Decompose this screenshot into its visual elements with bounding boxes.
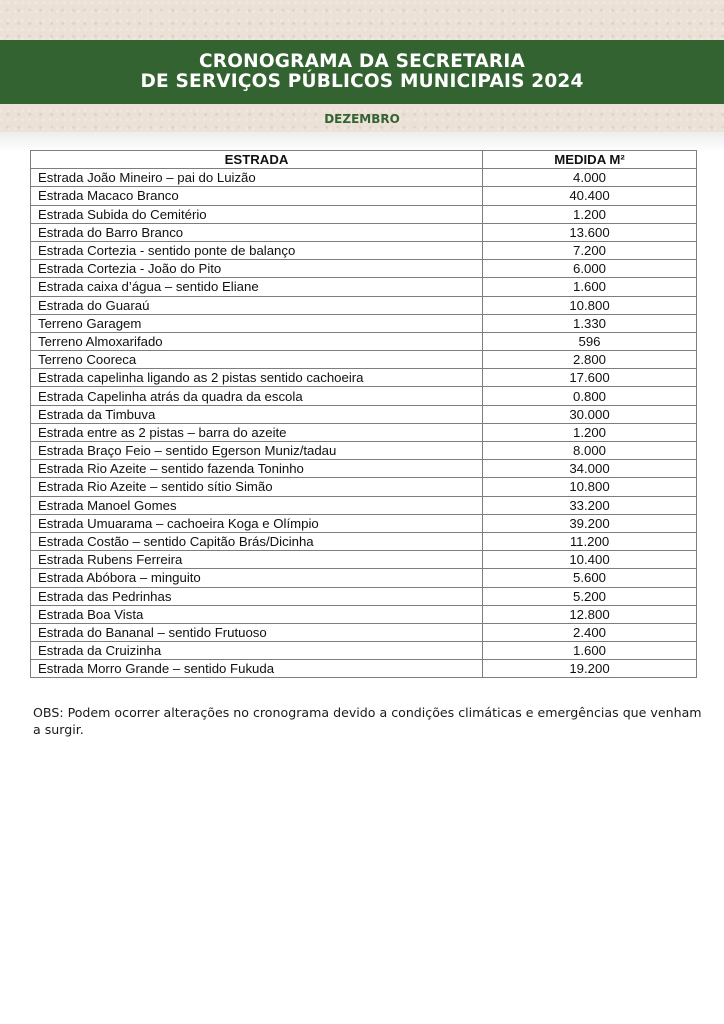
area-value-cell: 17.600: [483, 369, 697, 387]
road-name-cell: Estrada Abóbora – minguito: [31, 569, 483, 587]
area-value-cell: 30.000: [483, 405, 697, 423]
table-row: [31, 442, 697, 460]
table-row: [31, 369, 697, 387]
table-row: [31, 205, 697, 223]
road-name-cell: Estrada da Timbuva: [31, 405, 483, 423]
area-value-cell: 596: [483, 332, 697, 350]
area-value-cell: 0.800: [483, 387, 697, 405]
area-value-cell: 19.200: [483, 660, 697, 678]
observation-note: OBS: Podem ocorrer alterações no cronograma devido a condições climáticas e emergências que venham a surgir.: [33, 705, 702, 737]
area-value-cell: 7.200: [483, 241, 697, 259]
road-name-cell: Estrada das Pedrinhas: [31, 587, 483, 605]
title-line-1: CRONOGRAMA DA SECRETARIA: [199, 51, 525, 72]
table-row: [31, 532, 697, 550]
area-value-cell: 10.800: [483, 296, 697, 314]
table-row: [31, 642, 697, 660]
table-row: [31, 314, 697, 332]
road-name-cell: Estrada Macaco Branco: [31, 187, 483, 205]
road-name-cell: Estrada Cortezia - João do Pito: [31, 260, 483, 278]
road-name-cell: Estrada da Cruizinha: [31, 642, 483, 660]
road-name-cell: Estrada Subida do Cemitério: [31, 205, 483, 223]
road-name-cell: Estrada caixa d’água – sentido Eliane: [31, 278, 483, 296]
area-value-cell: 1.600: [483, 278, 697, 296]
area-value-cell: 6.000: [483, 260, 697, 278]
month-label: DEZEMBRO: [324, 112, 400, 126]
area-value-cell: 1.200: [483, 423, 697, 441]
road-name-cell: Terreno Almoxarifado: [31, 332, 483, 350]
header-shadow: [0, 132, 724, 152]
area-value-cell: 13.600: [483, 223, 697, 241]
road-name-cell: Terreno Cooreca: [31, 351, 483, 369]
road-name-cell: Estrada Morro Grande – sentido Fukuda: [31, 660, 483, 678]
table-header-row: [31, 151, 697, 169]
road-name-cell: Estrada do Guaraú: [31, 296, 483, 314]
table-row: [31, 460, 697, 478]
table-row: [31, 605, 697, 623]
area-value-cell: 34.000: [483, 460, 697, 478]
table-row: [31, 260, 697, 278]
title-line-2: DE SERVIÇOS PÚBLICOS MUNICIPAIS 2024: [140, 71, 584, 92]
table-row: [31, 514, 697, 532]
road-name-cell: Estrada Rubens Ferreira: [31, 551, 483, 569]
area-value-cell: 8.000: [483, 442, 697, 460]
road-name-cell: Estrada do Barro Branco: [31, 223, 483, 241]
column-header-road: ESTRADA: [31, 151, 483, 169]
area-value-cell: 33.200: [483, 496, 697, 514]
road-name-cell: Estrada Boa Vista: [31, 605, 483, 623]
road-name-cell: Estrada Costão – sentido Capitão Brás/Dicinha: [31, 532, 483, 550]
table-row: [31, 623, 697, 641]
road-name-cell: Estrada Rio Azeite – sentido fazenda Toninho: [31, 460, 483, 478]
title-banner: [0, 40, 724, 104]
area-value-cell: 1.600: [483, 642, 697, 660]
table-row: [31, 551, 697, 569]
road-name-cell: Estrada Cortezia - sentido ponte de balanço: [31, 241, 483, 259]
road-name-cell: Terreno Garagem: [31, 314, 483, 332]
table-row: [31, 187, 697, 205]
road-name-cell: Estrada Rio Azeite – sentido sítio Simão: [31, 478, 483, 496]
table-row: [31, 569, 697, 587]
table-row: [31, 332, 697, 350]
road-name-cell: Estrada do Bananal – sentido Frutuoso: [31, 623, 483, 641]
road-name-cell: Estrada capelinha ligando as 2 pistas sentido cachoeira: [31, 369, 483, 387]
area-value-cell: 1.200: [483, 205, 697, 223]
table-row: [31, 169, 697, 187]
road-name-cell: Estrada Umuarama – cachoeira Koga e Olímpio: [31, 514, 483, 532]
area-value-cell: 10.400: [483, 551, 697, 569]
area-value-cell: 40.400: [483, 187, 697, 205]
table-row: [31, 496, 697, 514]
area-value-cell: 11.200: [483, 532, 697, 550]
road-name-cell: Estrada Manoel Gomes: [31, 496, 483, 514]
table-row: [31, 660, 697, 678]
area-value-cell: 4.000: [483, 169, 697, 187]
table-row: [31, 296, 697, 314]
table-body: [31, 169, 697, 678]
area-value-cell: 39.200: [483, 514, 697, 532]
area-value-cell: 5.200: [483, 587, 697, 605]
area-value-cell: 1.330: [483, 314, 697, 332]
road-name-cell: Estrada João Mineiro – pai do Luizão: [31, 169, 483, 187]
schedule-table: [30, 150, 697, 678]
area-value-cell: 12.800: [483, 605, 697, 623]
area-value-cell: 2.400: [483, 623, 697, 641]
table-row: [31, 423, 697, 441]
area-value-cell: 10.800: [483, 478, 697, 496]
table-row: [31, 351, 697, 369]
area-value-cell: 5.600: [483, 569, 697, 587]
table-row: [31, 387, 697, 405]
table-row: [31, 405, 697, 423]
table-row: [31, 278, 697, 296]
column-header-area: MEDIDA M²: [483, 151, 697, 169]
table-row: [31, 223, 697, 241]
road-name-cell: Estrada Capelinha atrás da quadra da escola: [31, 387, 483, 405]
road-name-cell: Estrada entre as 2 pistas – barra do azeite: [31, 423, 483, 441]
road-name-cell: Estrada Braço Feio – sentido Egerson Muniz/tadau: [31, 442, 483, 460]
area-value-cell: 2.800: [483, 351, 697, 369]
table-row: [31, 478, 697, 496]
table-row: [31, 587, 697, 605]
table-row: [31, 241, 697, 259]
